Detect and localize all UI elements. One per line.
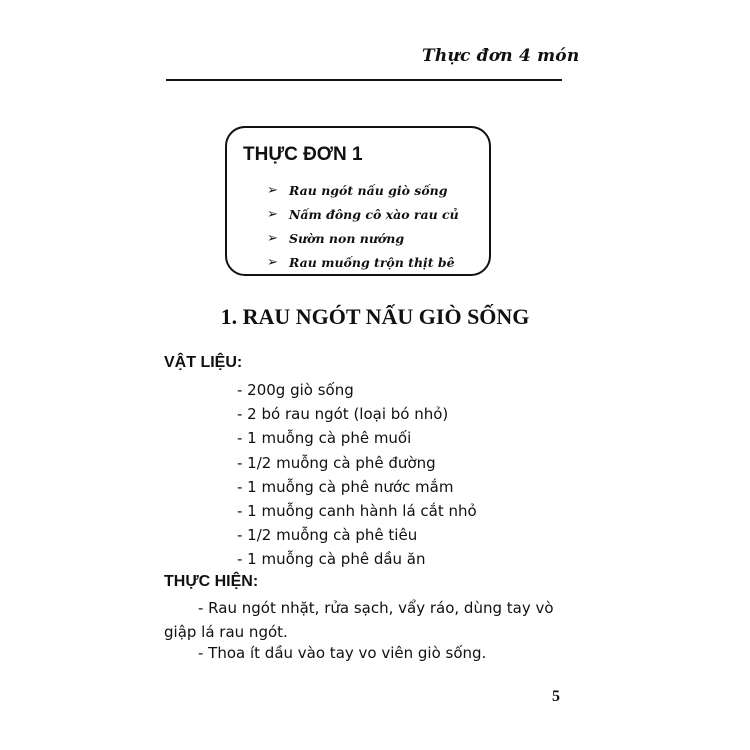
- ingredient-list: [237, 378, 477, 572]
- running-header-title: Thực đơn 4 món: [422, 46, 580, 66]
- menu-item-label: Sườn non nướng: [289, 230, 405, 246]
- ingredient-item: - 1/2 muỗng cà phê đường: [237, 453, 436, 472]
- ingredient-item: - 2 bó rau ngót (loại bó nhỏ): [237, 405, 449, 424]
- arrow-bullet-icon: ➢: [267, 230, 278, 246]
- ingredient-item: - 1 muỗng canh hành lá cắt nhỏ: [237, 501, 477, 520]
- step-paragraph: - Rau ngót nhặt, rửa sạch, vẩy ráo, dùng tay vò giập lá rau ngót.: [164, 599, 554, 641]
- menu-item-label: Nấm đông cô xào rau củ: [289, 206, 459, 222]
- menu-item: [267, 250, 459, 274]
- ingredient-item: - 200g giò sống: [237, 381, 354, 399]
- ingredients-label: VẬT LIỆU:: [164, 354, 243, 371]
- page-number: 5: [552, 688, 560, 705]
- ingredient-item: - 1 muỗng cà phê nước mắm: [237, 477, 454, 496]
- menu-item: [267, 178, 459, 202]
- recipe-title: 1. RAU NGÓT NẤU GIÒ SỐNG: [220, 304, 530, 329]
- step-paragraph: - Thoa ít dầu vào tay vo viên giò sống.: [198, 644, 487, 662]
- menu-item-label: Rau ngót nấu giò sống: [289, 182, 448, 198]
- menu-item: [267, 226, 459, 250]
- arrow-bullet-icon: ➢: [267, 182, 278, 198]
- steps-label: THỰC HIỆN:: [164, 573, 259, 590]
- menu-title: THỰC ĐƠN 1: [243, 144, 363, 165]
- arrow-bullet-icon: ➢: [267, 206, 278, 222]
- ingredient-item: - 1/2 muỗng cà phê tiêu: [237, 526, 418, 545]
- arrow-bullet-icon: ➢: [267, 254, 278, 270]
- menu-box: [225, 126, 491, 276]
- ingredient-item: - 1 muỗng cà phê dầu ăn: [237, 550, 426, 569]
- header-divider: [166, 79, 562, 81]
- menu-item: [267, 202, 459, 226]
- ingredient-item: - 1 muỗng cà phê muối: [237, 429, 412, 448]
- menu-item-label: Rau muống trộn thịt bê: [289, 254, 455, 270]
- menu-list: [267, 178, 459, 274]
